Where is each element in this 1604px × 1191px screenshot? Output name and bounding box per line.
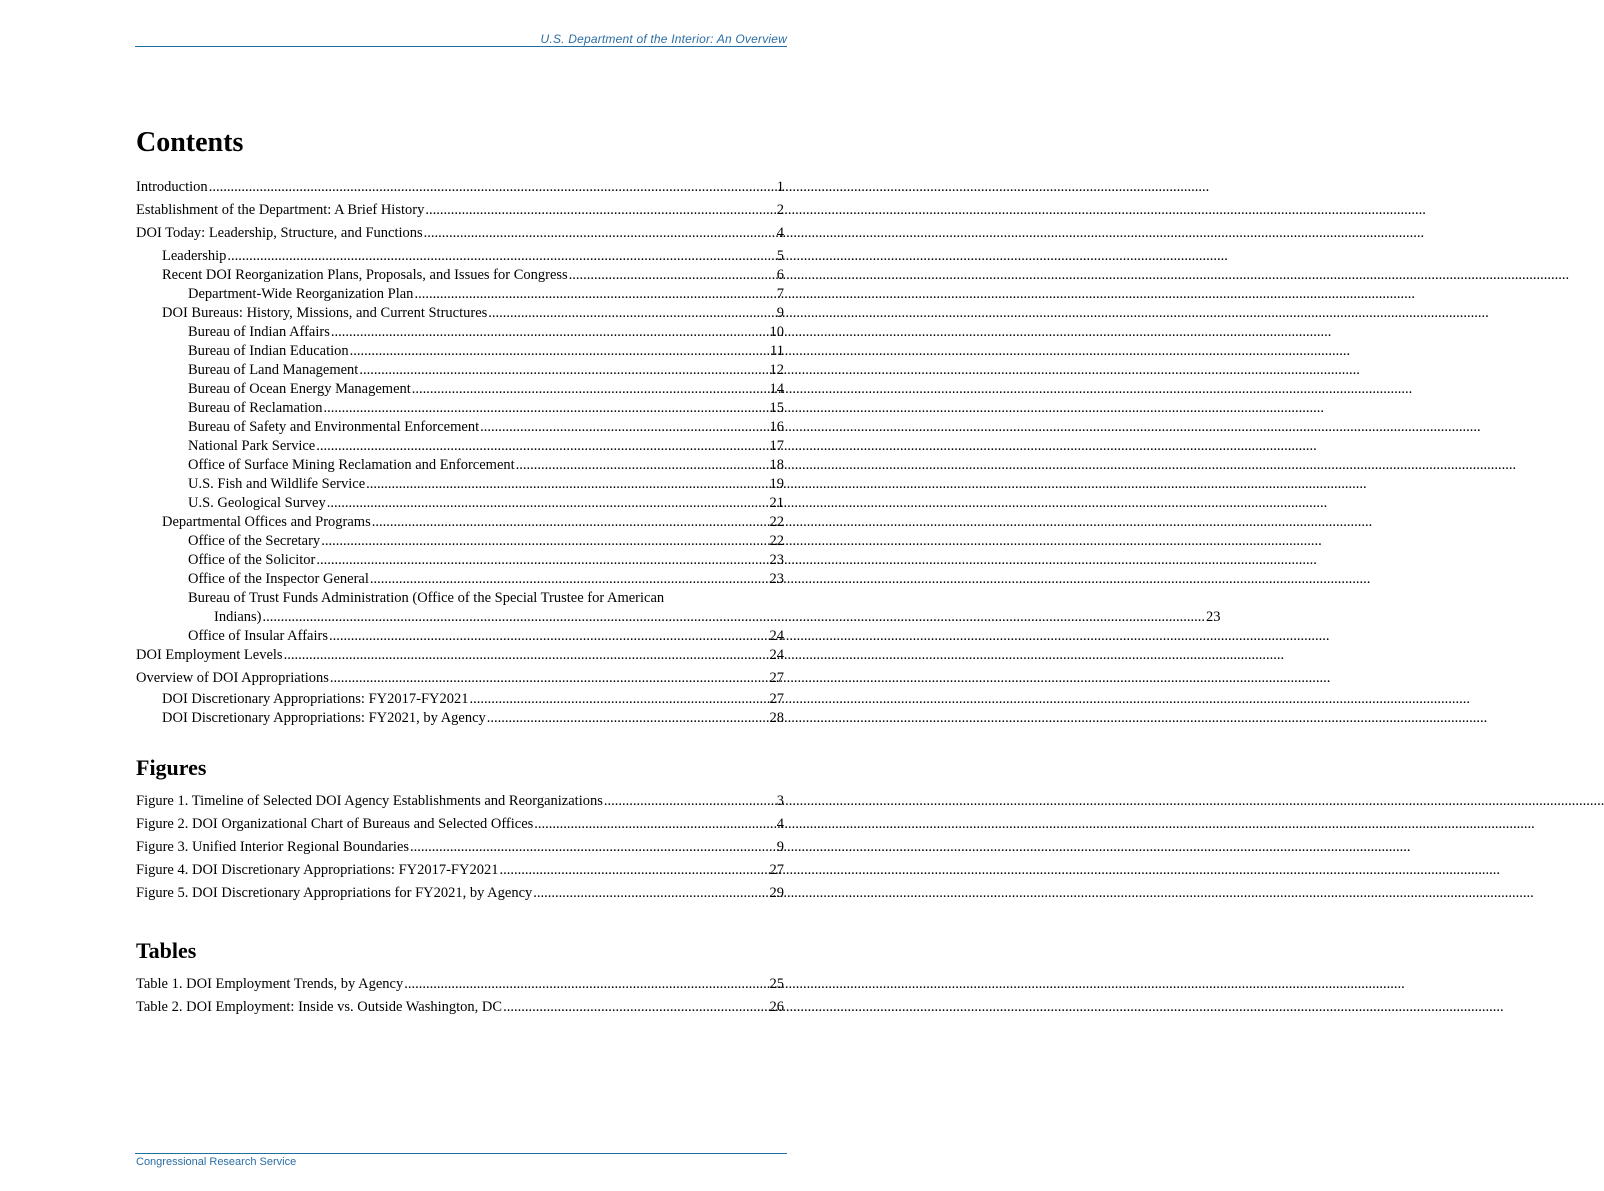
toc-entry[interactable]: Bureau of Land Management ..... 12 — [136, 361, 784, 380]
figures-list — [136, 792, 784, 903]
toc-entry[interactable]: Bureau of Safety and Environmental Enforcement ..... 16 — [136, 418, 784, 437]
toc-entry[interactable]: Office of Surface Mining Reclamation and Enforcement ..... 18 — [136, 456, 784, 475]
toc-entry[interactable]: Establishment of the Department: A Brief History ..... 2 — [136, 201, 784, 220]
toc-entry[interactable]: Department-Wide Reorganization Plan ..... 7 — [136, 285, 784, 304]
figure-entry[interactable]: Figure 1. Timeline of Selected DOI Agency Establishments and Reorganizations ..... 3 — [136, 792, 784, 811]
table-entry[interactable]: Table 2. DOI Employment: Inside vs. Outside Washington, DC ..... 26 — [136, 998, 784, 1017]
contents-heading: Contents — [136, 127, 244, 158]
tables-heading: Tables — [136, 938, 197, 963]
toc-entry[interactable]: DOI Employment Levels ..... 24 — [136, 646, 784, 665]
toc-entry[interactable]: Introduction ..... 1 — [136, 178, 784, 197]
toc-entry[interactable]: National Park Service ..... 17 — [136, 437, 784, 456]
toc-entry[interactable]: Office of the Inspector General ..... 23 — [136, 570, 784, 589]
toc-entry[interactable]: Recent DOI Reorganization Plans, Proposals, and Issues for Congress ..... 6 — [136, 266, 784, 285]
footer-publisher: Congressional Research Service — [136, 1156, 297, 1168]
toc-page — [136, 126, 1221, 1021]
figure-entry[interactable]: Figure 5. DOI Discretionary Appropriations for FY2021, by Agency ..... 29 — [136, 884, 784, 903]
toc-entry[interactable]: DOI Discretionary Appropriations: FY2017-FY2021 ..... 27 — [136, 690, 784, 709]
table-entry[interactable]: Table 1. DOI Employment Trends, by Agency ..... 25 — [136, 975, 784, 994]
toc-entry[interactable]: Leadership ..... 5 — [136, 247, 784, 266]
figure-entry[interactable]: Figure 3. Unified Interior Regional Boundaries ..... 9 — [136, 838, 784, 857]
toc-entry[interactable]: Bureau of Ocean Energy Management ..... 14 — [136, 380, 784, 399]
toc-entry[interactable]: Overview of DOI Appropriations ..... 27 — [136, 669, 784, 688]
toc-entry[interactable]: Office of the Solicitor ..... 23 — [136, 551, 784, 570]
header-rule — [135, 46, 787, 47]
toc-entry[interactable]: Bureau of Reclamation ..... 15 — [136, 399, 784, 418]
toc-entry[interactable]: Bureau of Indian Affairs ..... 10 — [136, 323, 784, 342]
toc-entry[interactable] — [136, 589, 1221, 627]
toc-entry[interactable]: Office of Insular Affairs ..... 24 — [136, 627, 784, 646]
toc-entry[interactable]: DOI Discretionary Appropriations: FY2021, by Agency ..... 28 — [136, 709, 784, 728]
toc-entry[interactable]: DOI Bureaus: History, Missions, and Current Structures ..... 9 — [136, 304, 784, 323]
toc-entry[interactable]: DOI Today: Leadership, Structure, and Functions ..... 4 — [136, 224, 784, 243]
tables-list — [136, 975, 784, 1017]
toc-entry-line2: Indians) .................................................................................................................................................................................................................................................................... 23 — [214, 609, 1221, 625]
figures-heading: Figures — [136, 755, 207, 780]
contents-list — [136, 178, 1221, 728]
footer-rule — [135, 1153, 787, 1154]
toc-entry[interactable]: Bureau of Indian Education ..... 11 — [136, 342, 784, 361]
running-header: U.S. Department of the Interior: An Overview — [540, 32, 787, 46]
toc-entry[interactable]: U.S. Geological Survey ..... 21 — [136, 494, 784, 513]
figure-entry[interactable]: Figure 2. DOI Organizational Chart of Bureaus and Selected Offices ..... 4 — [136, 815, 784, 834]
toc-entry[interactable]: Departmental Offices and Programs ..... 22 — [136, 513, 784, 532]
toc-entry[interactable]: Office of the Secretary ..... 22 — [136, 532, 784, 551]
toc-entry-line1: Bureau of Trust Funds Administration (Office of the Special Trustee for American — [188, 590, 665, 606]
figure-entry[interactable]: Figure 4. DOI Discretionary Appropriations: FY2017-FY2021 ..... 27 — [136, 861, 784, 880]
toc-entry[interactable]: U.S. Fish and Wildlife Service ..... 19 — [136, 475, 784, 494]
